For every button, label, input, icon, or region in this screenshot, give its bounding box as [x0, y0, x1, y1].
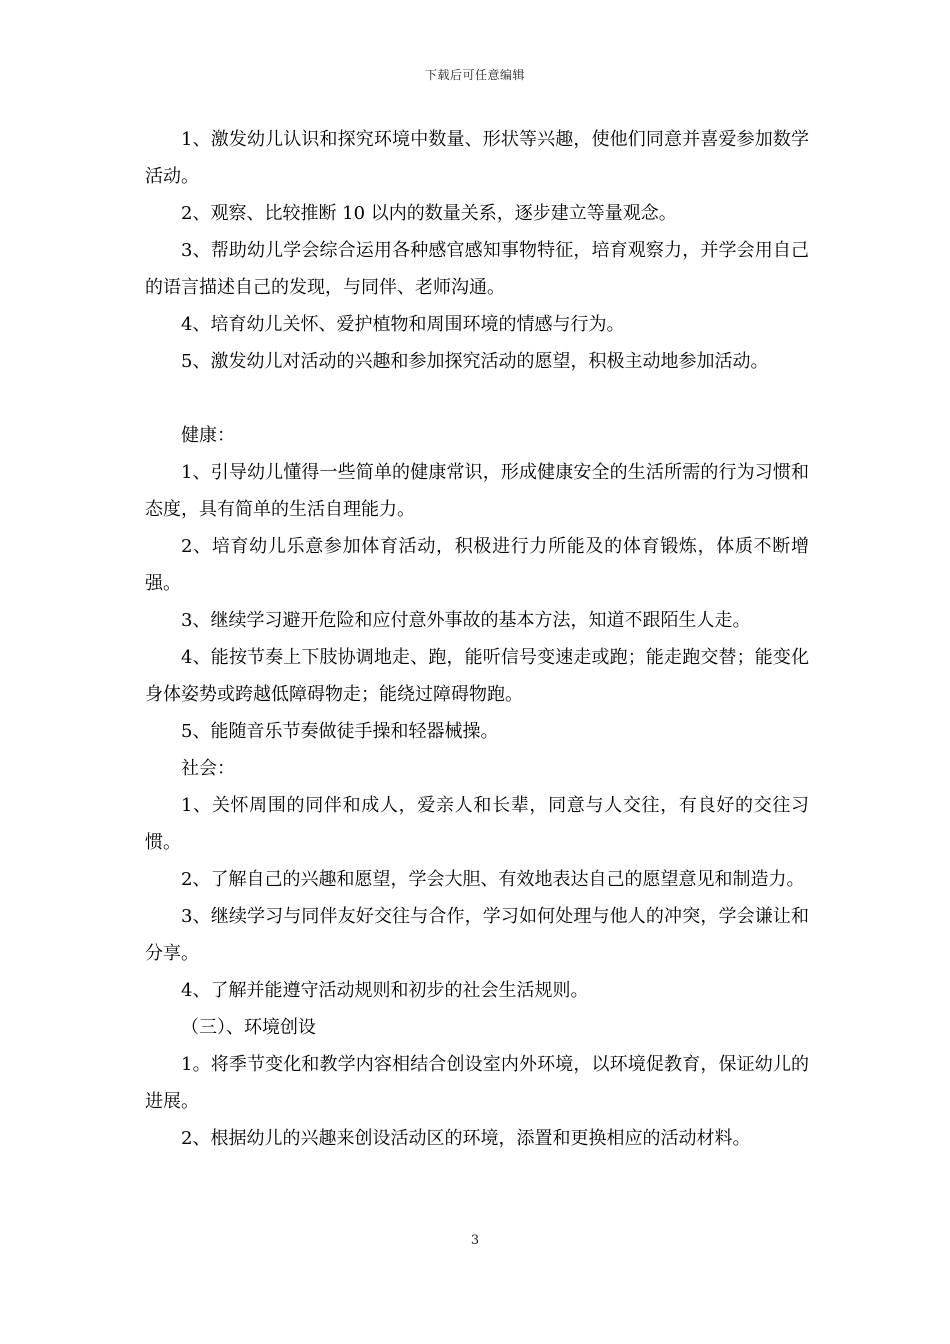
- section-heading-society: 社会：: [181, 758, 235, 779]
- paragraph: 5、激发幼儿对活动的兴趣和参加探究活动的愿望，积极主动地参加活动。: [181, 351, 769, 372]
- paragraph: 1。将季节变化和教学内容相结合创设室内外环境，以环境促教育，保证幼儿的进展。: [145, 1054, 809, 1112]
- page-number: 3: [470, 1233, 480, 1248]
- paragraph: 3、继续学习与同伴友好交往与合作，学习如何处理与他人的冲突，学会谦让和分享。: [145, 906, 809, 964]
- paragraph: 3、帮助幼儿学会综合运用各种感官感知事物特征，培育观察力，并学会用自己的语言描述自己的发现，与同伴、老师沟通。: [145, 240, 809, 298]
- paragraph: 3、继续学习避开危险和应付意外事故的基本方法，知道不跟陌生人走。: [181, 610, 751, 631]
- paragraph: 2、了解自己的兴趣和愿望，学会大胆、有效地表达自己的愿望意见和制造力。: [181, 869, 805, 890]
- paragraph: 1、激发幼儿认识和探究环境中数量、形状等兴趣，使他们同意并喜爱参加数学活动。: [145, 129, 809, 187]
- paragraph: 1、关怀周围的同伴和成人，爱亲人和长辈，同意与人交往，有良好的交往习惯。: [145, 795, 809, 853]
- paragraph: 4、能按节奏上下肢协调地走、跑，能听信号变速走或跑；能走跑交替；能变化身体姿势或跨越低障碍物走；能绕过障碍物跑。: [145, 647, 809, 705]
- paragraph: 5、能随音乐节奏做徒手操和轻器械操。: [181, 721, 499, 742]
- paragraph: 2、根据幼儿的兴趣来创设活动区的环境，添置和更换相应的活动材料。: [181, 1128, 751, 1149]
- document-body: [145, 121, 809, 1157]
- section-heading-environment: （三）、环境创设: [181, 1017, 316, 1038]
- blank-line: [145, 380, 809, 417]
- paragraph: 1、引导幼儿懂得一些简单的健康常识，形成健康安全的生活所需的行为习惯和态度，具有简单的生活自理能力。: [145, 462, 809, 520]
- paragraph: 2、观察、比较推断 10 以内的数量关系，逐步建立等量观念。: [181, 203, 677, 224]
- page-header: 下载后可任意编辑: [424, 68, 525, 82]
- paragraph: 4、培育幼儿关怀、爱护植物和周围环境的情感与行为。: [181, 314, 625, 335]
- section-heading-health: 健康：: [181, 425, 235, 446]
- paragraph: 2、培育幼儿乐意参加体育活动，积极进行力所能及的体育锻炼，体质不断增强。: [145, 536, 809, 594]
- paragraph: 4、了解并能遵守活动规则和初步的社会生活规则。: [181, 980, 589, 1001]
